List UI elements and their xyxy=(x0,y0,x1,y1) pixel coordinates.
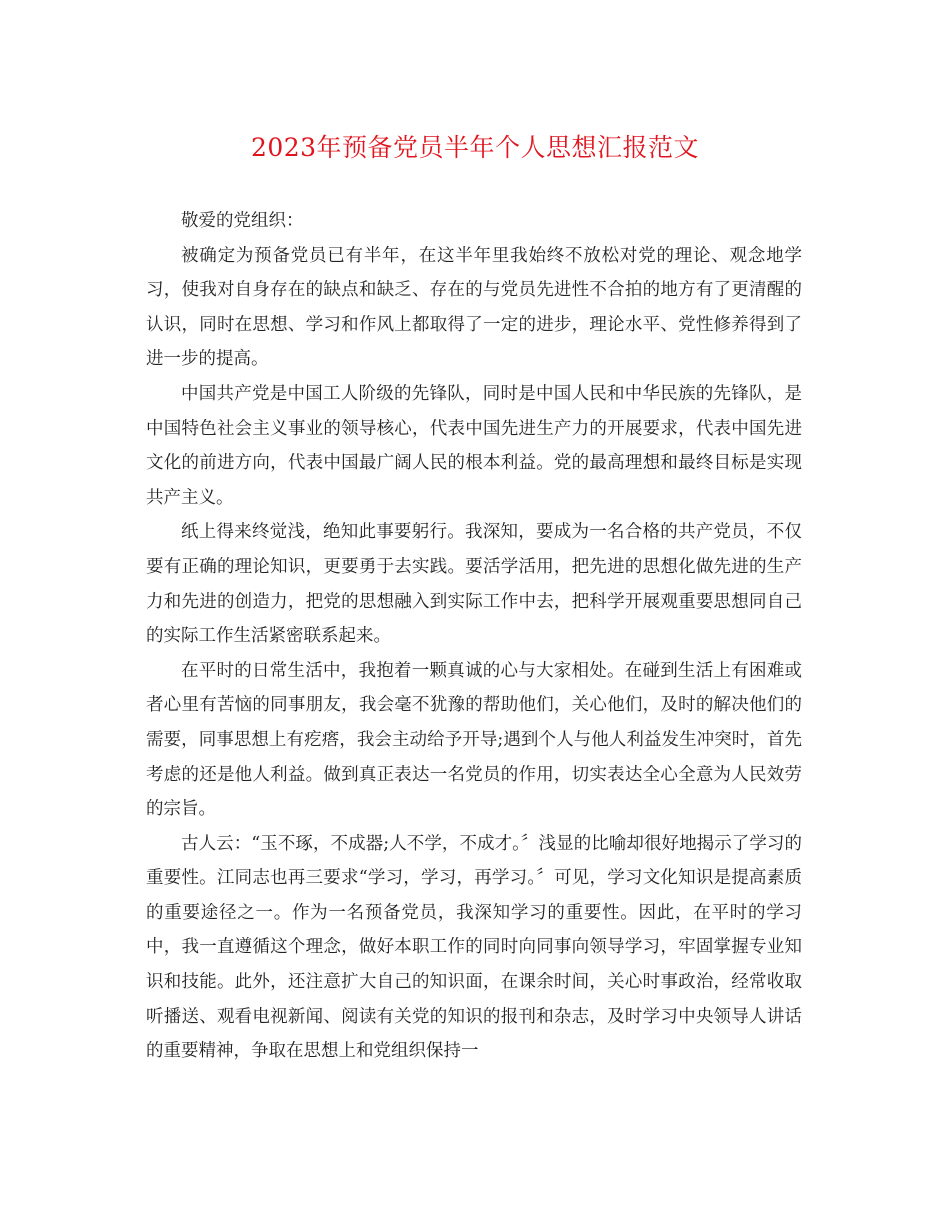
salutation: 敬爱的党组织： xyxy=(181,211,304,231)
paragraph-3: 纸上得来终觉浅，绝知此事要躬行。我深知，要成为一名合格的共产党员，不仅要有正确的理论知识，更要勇于去实践。要活学活用，把先进的思想化做先进的生产力和先进的创造力，把党的思想融入到实际工作中去，把科学开展观重要思想同自己的实际工作生活紧密联系起来。 xyxy=(146,522,802,647)
paragraph-1: 被确定为预备党员已有半年，在这半年里我始终不放松对党的理论、观念地学习，使我对自身存在的缺点和缺乏、存在的与党员先进性不合拍的地方有了更清醒的认识，同时在思想、学习和作风上都取得了一定的进步，理论水平、党性修养得到了进一步的提高。 xyxy=(146,245,802,370)
paragraph-4: 在平时的日常生活中，我抱着一颗真诚的心与大家相处。在碰到生活上有困难或者心里有苦恼的同事朋友，我会毫不犹豫的帮助他们，关心他们，及时的解决他们的需要，同事思想上有疙瘩，我会主动给予开导;遇到个人与他人利益发生冲突时，首先考虑的还是他人利益。做到真正表达一名党员的作用，切实表达全心全意为人民效劳的宗旨。 xyxy=(146,660,802,820)
paragraph-5: 古人云：“玉不琢，不成器;人不学，不成才。〞浅显的比喻却很好地揭示了学习的重要性。江同志也再三要求“学习，学习，再学习。〞可见，学习文化知识是提高素质的重要途径之一。作为一名预备党员，我深知学习的重要性。因此，在平时的学习中，我一直遵循这个理念，做好本职工作的同时向同事向领导学习，牢固掌握专业知识和技能。此外，还注意扩大自己的知识面，在课余时间，关心时事政治，经常收取听播送、观看电视新闻、阅读有关党的知识的报刊和杂志，及时学习中央领导人讲话的重要精神，争取在思想上和党组织保持一 xyxy=(146,833,802,1062)
document-title: 2023年预备党员半年个人思想汇报范文 xyxy=(250,133,700,162)
paragraph-2: 中国共产党是中国工人阶级的先锋队，同时是中国人民和中华民族的先锋队，是中国特色社会主义事业的领导核心，代表中国先进生产力的开展要求，代表中国先进文化的前进方向，代表中国最广阔人民的根本利益。党的最高理想和最终目标是实现共产主义。 xyxy=(146,383,802,508)
document-body xyxy=(146,204,802,1069)
